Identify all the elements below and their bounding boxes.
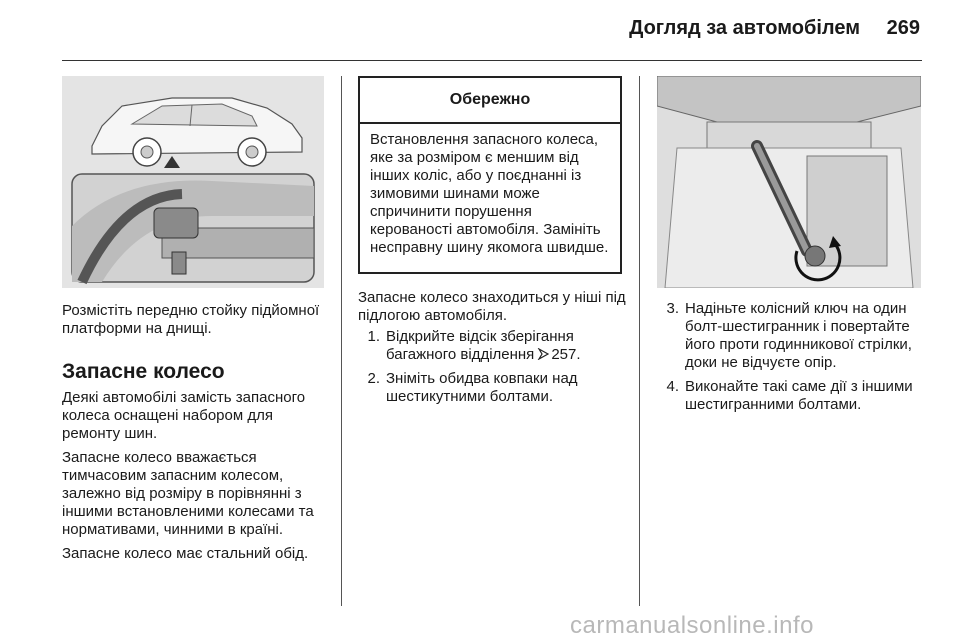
list-item (358, 328, 626, 364)
paragraph-steel-rim: Запасне колесо має стальний обід. (62, 545, 309, 562)
trunk-wrench-figure (657, 76, 921, 288)
warning-title: Обережно (360, 78, 620, 124)
spare-location-text: Запасне колесо знаходиться у ніші під підлогою автомобіля. (358, 289, 626, 324)
step-text: Зніміть обидва ковпаки над шестикутними болтами. (386, 370, 578, 405)
step-number: 3. (666, 300, 679, 317)
step-page-reference[interactable]: 257. (551, 346, 581, 363)
step-number: 2. (367, 370, 380, 387)
page-reference-icon (537, 348, 549, 360)
paragraph-temporary-spare: Запасне колесо вважається тимчасовим запасним колесом, залежно від розміру в порівнянні з іншими встановленими колесами та нормативами, чинними в країні. (62, 449, 314, 538)
step-text: Виконайте такі саме дії з іншими шестигранними болтами. (685, 378, 913, 413)
list-item (657, 378, 927, 414)
steps-list-middle (358, 328, 626, 412)
warning-text: Встановлення запасного колеса, яке за розміром є меншим від інших коліс, або у поєднанні із зимовими шинами може спричинити порушення керованості автомобіля. Замініть несправну шину якомога швидше. (370, 131, 609, 256)
list-item (657, 300, 927, 372)
step-number: 1. (367, 328, 380, 345)
car-lift-point-figure (62, 76, 324, 288)
paragraph-tire-repair-kit: Деякі автомобілі замість запасного колеса оснащені набором для ремонту шин. (62, 389, 306, 442)
column-divider-right (639, 76, 640, 606)
steps-list-right (657, 300, 927, 420)
step-number: 4. (666, 378, 679, 395)
step-text: Надіньте колісний ключ на один болт-шестигранник і повертайте його проти годинникової стрілки, доки не відчуєте опір. (685, 300, 912, 371)
column-divider-left (341, 76, 342, 606)
watermark: carmanualsonline.info (570, 612, 814, 639)
page-number: 269 (886, 17, 920, 39)
header-rule (62, 60, 922, 61)
step-text: Відкрийте відсік зберігання багажного відділення (386, 328, 574, 363)
header-title: Догляд за автомобілем (629, 17, 860, 39)
figure-caption: Розмістіть передню стойку підйомної платформи на днищі. (62, 302, 320, 337)
section-heading: Запасне колесо (62, 360, 225, 383)
warning-box (358, 76, 622, 274)
list-item (358, 370, 626, 406)
